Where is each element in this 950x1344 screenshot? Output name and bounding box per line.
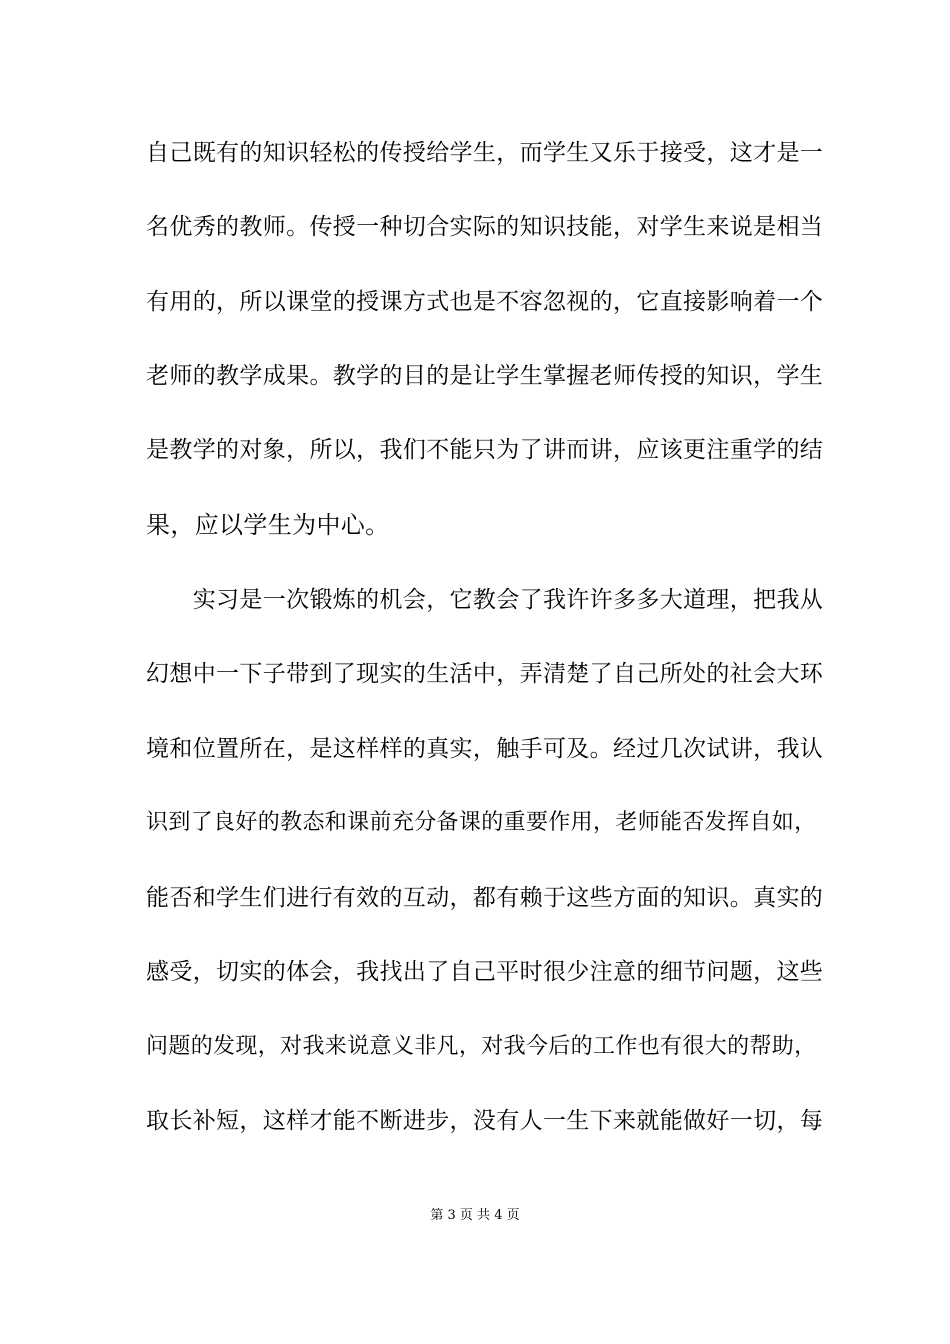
text-line: 果，应以学生为中心。 <box>146 511 390 539</box>
text-line: 问题的发现，对我来说意义非凡，对我今后的工作也有很大的帮助， <box>146 1034 817 1059</box>
text-line: 有用的，所以课堂的授课方式也是不容忽视的，它直接影响着一个 <box>146 289 824 315</box>
text-line: 能否和学生们进行有效的互动，都有赖于这些方面的知识。真实的 <box>146 885 824 911</box>
paragraph-start-line: 实习是一次锻炼的机会，它教会了我许许多多大道理，把我从 <box>146 587 824 613</box>
text-line: 名优秀的教师。传授一种切合实际的知识技能，对学生来说是相当 <box>146 214 824 240</box>
text-line: 取长补短，这样才能不断进步，没有人一生下来就能做好一切，每 <box>146 1108 824 1134</box>
text-line: 老师的教学成果。教学的目的是让学生掌握老师传授的知识，学生 <box>146 363 824 389</box>
text-line: 幻想中一下子带到了现实的生活中，弄清楚了自己所处的社会大环 <box>146 661 824 687</box>
text-line: 感受，切实的体会，我找出了自己平时很少注意的细节问题，这些 <box>146 959 824 985</box>
text-line: 自己既有的知识轻松的传授给学生，而学生又乐于接受，这才是一 <box>146 140 824 166</box>
page-number-label: 第 3 页 共 4 页 <box>430 1208 520 1223</box>
text-line: 是教学的对象，所以，我们不能只为了讲而讲，应该更注重学的结 <box>146 437 824 463</box>
text-line: 境和位置所在，是这样样的真实，触手可及。经过几次试讲，我认 <box>146 736 824 762</box>
text-line: 识到了良好的教态和课前充分备课的重要作用，老师能否发挥自如， <box>146 810 817 835</box>
page-footer <box>0 1207 950 1225</box>
